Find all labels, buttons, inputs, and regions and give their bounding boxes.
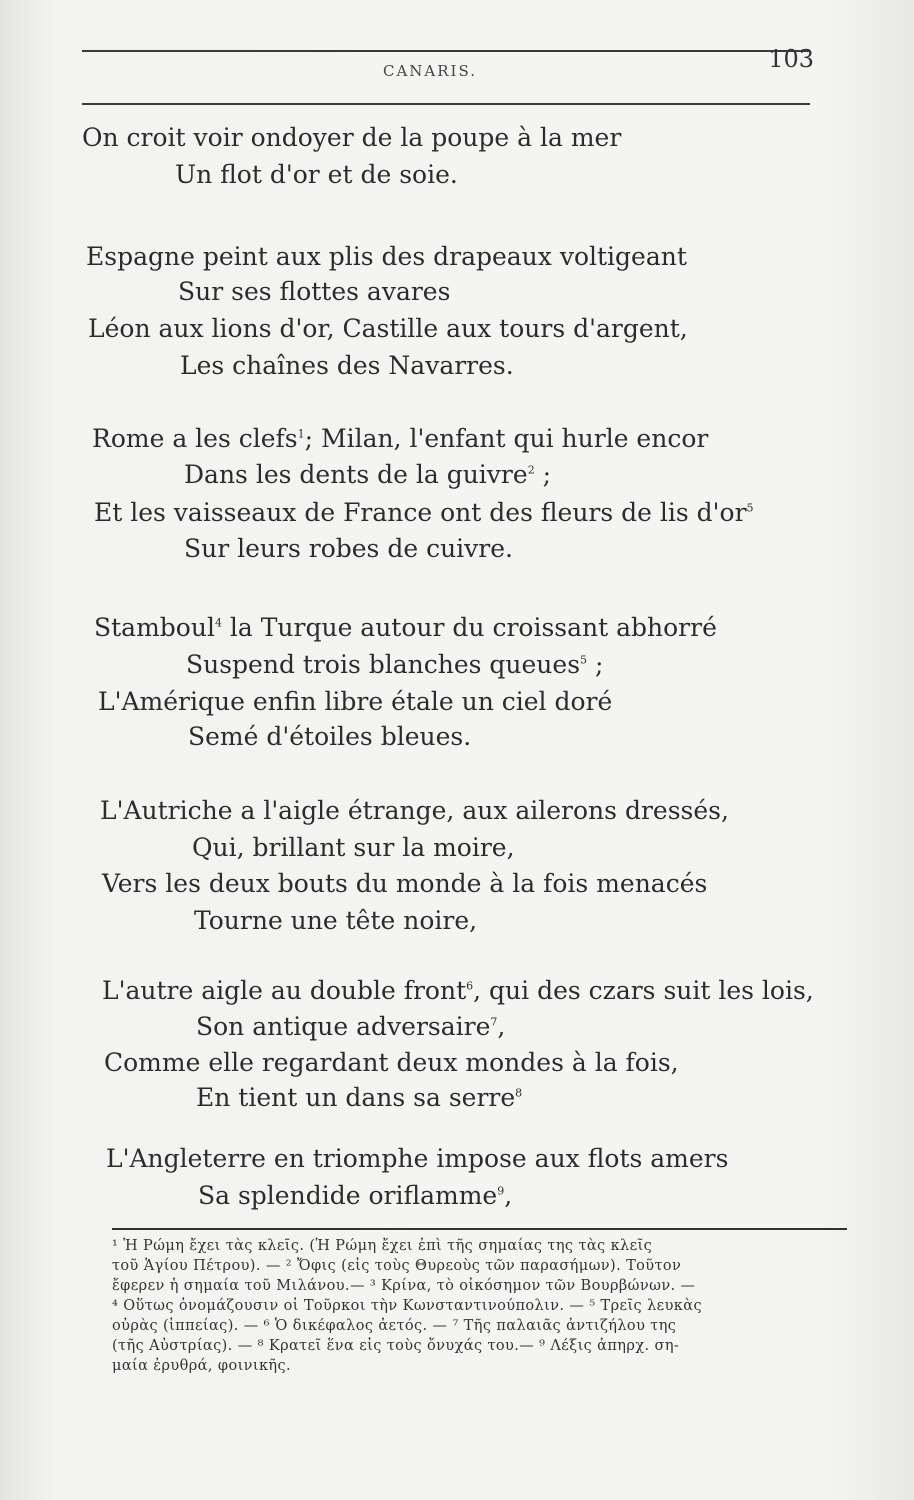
poem-line: En tient un dans sa serre$^8$ xyxy=(196,1083,523,1112)
poem-line: L'Angleterre en triomphe impose aux flots amers xyxy=(106,1144,729,1173)
poem-line: Espagne peint aux plis des drapeaux voltigeant xyxy=(86,242,687,271)
note-mark: 1 xyxy=(297,427,305,441)
poem-line: Suspend trois blanches queues$^5$ ; xyxy=(186,650,604,679)
poem-line: Léon aux lions d'or, Castille aux tours d'argent, xyxy=(88,314,688,343)
poem-line: Son antique adversaire$^7$, xyxy=(196,1012,506,1041)
poem-line: Et les vaisseaux de France ont des fleurs de lis $d'or^5$ xyxy=(94,498,754,527)
footnote-line: ἔφερεν ἡ σημαία τοῦ Μιλάνου.— ³ Κρίνα, τὸ οἰκόσημον τῶν Βουρβώνων. — xyxy=(112,1278,696,1294)
poem-line: L'Amérique enfin libre étale un ciel doré xyxy=(98,687,613,716)
note-mark: 9 xyxy=(497,1184,505,1198)
poem-line: Vers les deux bouts du monde à la fois menacés xyxy=(102,869,708,898)
poem-line: Comme elle regardant deux mondes à la fois, xyxy=(104,1048,679,1077)
footnotes xyxy=(112,1236,852,1376)
poem-line: Dans les dents de la guivre$^2$ ; xyxy=(184,460,552,489)
footnote-line: μαία ἐρυθρά, φοινικῆς. xyxy=(112,1358,292,1374)
note-mark: 5 xyxy=(580,653,588,667)
footnote-line: ¹ Ἡ Ρώμη ἔχει τὰς κλεῖς. (Ἡ Ρώμη ἔχει ἐπὶ τῆς σημαίας της τὰς κλεῖς xyxy=(112,1238,653,1254)
footnote-line: (τῆς Αὐστρίας). — ⁸ Κρατεῖ ἕνα εἰς τοὺς ὄνυχάς του.— ⁹ Λέξις ἀπηρχ. ση- xyxy=(112,1338,680,1354)
footnote-rule xyxy=(112,1228,847,1230)
note-mark: 7 xyxy=(490,1015,498,1029)
poem-line: Semé d'étoiles bleues. xyxy=(188,722,472,751)
poem-line: On croit voir ondoyer de la poupe à la mer xyxy=(82,123,622,152)
poem-line: Rome a les clefs$^1$; Milan, l'enfant qui hurle encor xyxy=(92,424,709,453)
poem-line: Tourne une tête noire, xyxy=(194,906,478,935)
poem-line: L'autre aigle au double front$^6$, qui des czars suit les lois, xyxy=(102,976,814,1005)
note-mark: 2 xyxy=(527,463,535,477)
header-bottom-rule xyxy=(82,103,810,105)
poem-line: Les chaînes des Navarres. xyxy=(180,351,514,380)
note-mark: 4 xyxy=(214,616,222,630)
poem-line: Sur ses flottes avares xyxy=(178,277,451,306)
poem-line: Sa splendide oriflamme$^9$, xyxy=(198,1181,513,1210)
note-mark: 5 xyxy=(746,501,754,515)
poem-line: Qui, brillant sur la moire, xyxy=(192,833,515,862)
poem-line: Sur leurs robes de cuivre. xyxy=(184,534,513,563)
running-title: CANARIS. xyxy=(383,62,477,80)
footnote-line: ⁴ Οὕτως ὀνομάζουσιν οἱ Τοῦρκοι τὴν Κωνσταντινούπολιν. — ⁵ Τρεῖς λευκὰς xyxy=(112,1298,702,1314)
header-top-rule xyxy=(82,50,810,52)
poem-line: Un flot d'or et de soie. xyxy=(175,160,458,189)
note-mark: 8 xyxy=(515,1086,523,1100)
note-mark: 6 xyxy=(466,979,474,993)
page-number: 103 xyxy=(768,45,814,73)
footnote-line: οὐρὰς (ἱππείας). — ⁶ Ὁ δικέφαλος ἀετός. — ⁷ Τῆς παλαιᾶς ἀντιζήλου της xyxy=(112,1318,677,1334)
poem-line: L'Autriche a l'aigle étrange, aux ailerons dressés, xyxy=(100,796,729,825)
footnote-line: τοῦ Ἁγίου Πέτρου). — ² Ὄφις (εἰς τοὺς Θυρεοὺς τῶν παρασήμων). Τοῦτον xyxy=(112,1258,682,1274)
poem-line: Stamboul$^4$ la Turque autour du croissant abhorré xyxy=(94,613,717,642)
